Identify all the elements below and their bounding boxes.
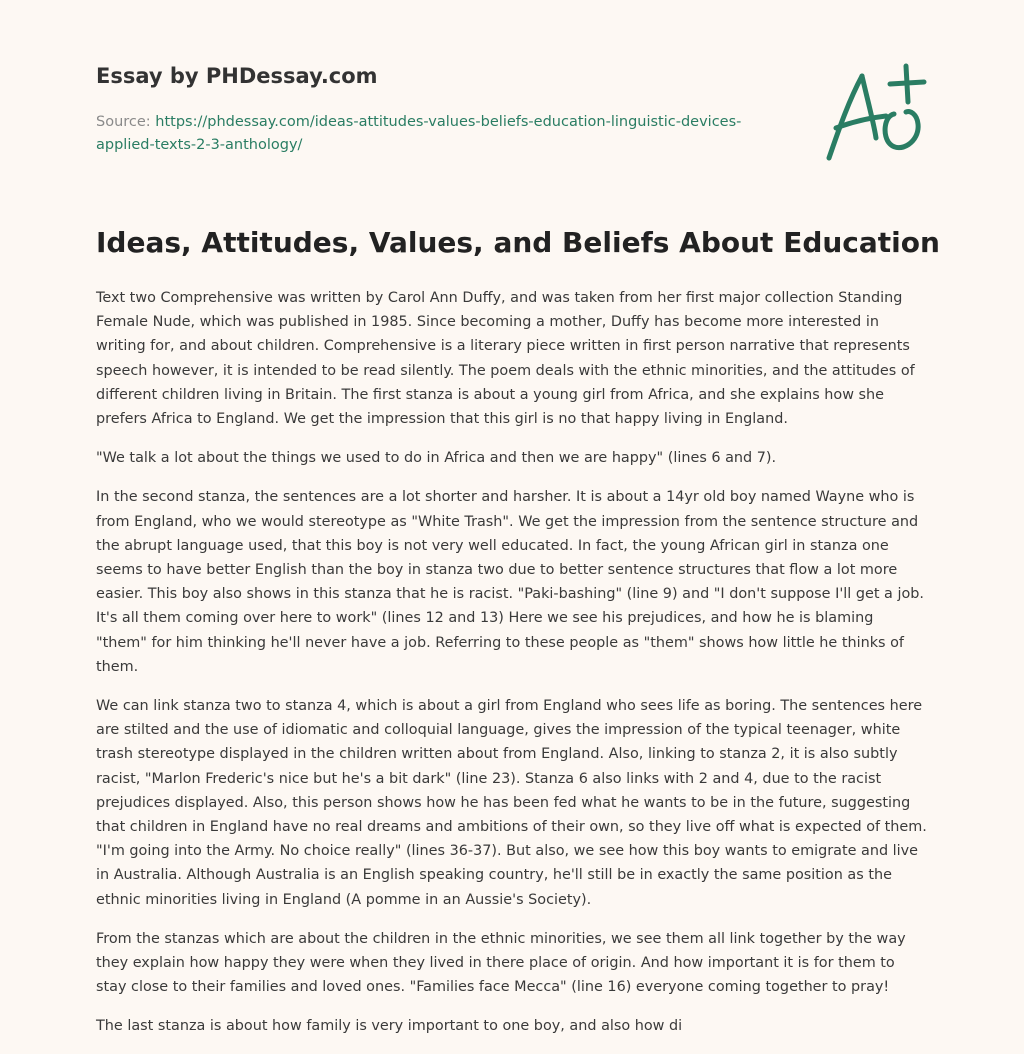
- essay-paragraph: From the stanzas which are about the children in the ethnic minorities, we see them all link together by the way they explain how happy they were when they lived in there place of origin. And how important it is for them to stay close to their families and loved ones. "Families face Mecca" (line 16) everyone coming together to pray!: [96, 930, 906, 996]
- essay-paragraph: The last stanza is about how family is very important to one boy, and also how di: [96, 1018, 683, 1035]
- source-line: [96, 111, 796, 157]
- essay-paragraph: Text two Comprehensive was written by Carol Ann Duffy, and was taken from her first major collection Standing Female Nude, which was published in 1985. Since becoming a mother, Duffy has become more interested in writing for, and about children. Comprehensive is a literary piece written in first person narrative that represents speech however, it is intended to be read silently. The poem deals with the ethnic minorities, and the attitudes of different children living in Britain. The first stanza is about a young girl from Africa, and she explains how she prefers Africa to England. We get the impression that this girl is no that happy living in England.: [96, 290, 915, 428]
- essay-paragraph: "We talk a lot about the things we used to do in Africa and then we are happy" (lines 6 and 7).: [96, 450, 777, 467]
- essay-title: Ideas, Attitudes, Values, and Beliefs About Education: [96, 226, 940, 259]
- site-title: Essay by PHDessay.com: [96, 64, 378, 88]
- essay-body: [96, 286, 928, 1054]
- essay-paragraph: We can link stanza two to stanza 4, which is about a girl from England who sees life as boring. The sentences here are stilted and the use of idiomatic and colloquial language, gives the impression of the typical teenager, white trash stereotype displayed in the children written about from England. Also, linking to stanza 2, it is also subtly racist, "Marlon Frederic's nice but he's a bit dark" (line 23). Stanza 6 also links with 2 and 4, due to the racist prejudices displayed. Also, this person shows how he has been fed what he wants to be in the future, suggesting that children in England have no real dreams and ambitions of their own, so they live off what is expected of them. "I'm going into the Army. No choice really" (lines 36-37). But also, we see how this boy wants to emigrate and live in Australia. Although Australia is an English speaking country, he'll still be in exactly the same position as the ethnic minorities living in England (A pomme in an Aussie's Society).: [96, 698, 927, 908]
- a-plus-grade-icon: [824, 62, 932, 166]
- source-link[interactable]: https://phdessay.com/ideas-attitudes-values-beliefs-education-linguistic-devices-applied-texts-2-3-anthology/: [96, 114, 742, 153]
- essay-paragraph: In the second stanza, the sentences are a lot shorter and harsher. It is about a 14yr old boy named Wayne who is from England, who we would stereotype as "White Trash". We get the impression from the sentence structure and the abrupt language used, that this boy is not very well educated. In fact, the young African girl in stanza one seems to have better English than the boy in stanza two due to better sentence structures that flow a lot more easier. This boy also shows in this stanza that he is racist. "Paki-bashing" (line 9) and "I don't suppose I'll get a job. It's all them coming over here to work" (lines 12 and 13) Here we see his prejudices, and how he is blaming "them" for him thinking he'll never have a job. Referring to these people as "them" shows how little he thinks of them.: [96, 489, 924, 675]
- source-label: Source:: [96, 114, 151, 130]
